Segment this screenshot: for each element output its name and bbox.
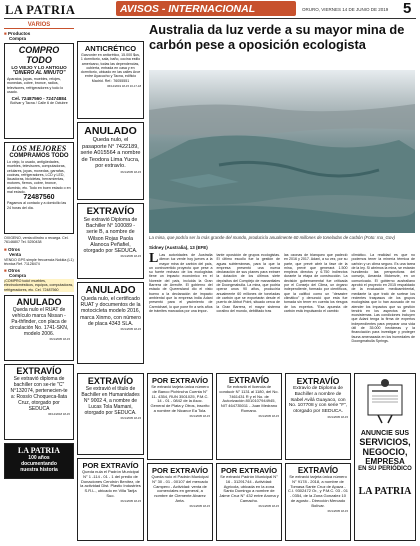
- anulado2-title: ANULADO: [85, 285, 136, 296]
- article-col-3: las ozonas de blanqueo que padeció en 2016 y 2017. Adani, a su vez, por su parte, que prevé abrir la fase de la mina, prevé que generará 1.500 empleos directos y 6.750 indirectos durante la etapa de construcción. La decisión gubernamental fue criticada por el Consejo del Clima, un órgano independiente, formado por científicos, que la calificó como un "desastre climático" y denunció que esta fue tomada sin tener en cuenta los riesgos de los expertos. "Esa apuesta de carbón está impulsando el cambio: [284, 253, 348, 313]
- promo-line3: NEGOCIO,: [362, 447, 408, 457]
- anulado-title: ANULADO: [16, 297, 62, 308]
- bottom-ad-ref: 06/14/605 18-15: [327, 414, 348, 419]
- promo-line1: ANUNCIE SUS: [360, 430, 410, 437]
- header-rule: [4, 18, 416, 19]
- bottom-ad-ref: 06/14/605 18-15: [258, 503, 279, 508]
- bullet-icon: ■: [4, 268, 7, 274]
- category-otros-venta: ■ Otros Venta: [4, 246, 22, 257]
- bottom-ad-6: [147, 463, 213, 541]
- bottom-ad-title: POR EXTRAVÍO: [82, 461, 139, 470]
- newspaper-reader-illustration: [358, 377, 412, 425]
- compramos-phone: 72487560: [23, 194, 55, 202]
- bottom-ad-title: EXTRAVÍO: [87, 376, 134, 386]
- bottom-ad-7: [216, 463, 282, 541]
- bottom-ad-3: [216, 373, 282, 460]
- bottom-ad-5: [77, 458, 144, 541]
- anticretico-ref: 06/14/2019 18-15 16-17-18: [107, 84, 141, 89]
- compro-todo-address: Bolívar y Tacna / Calle 6 de Octubre: [10, 101, 68, 106]
- page-number: 5: [403, 0, 412, 17]
- bottom-ad-1: [77, 373, 144, 455]
- oxigeno-classified: OXIGENO, venta cilindro o recarga. Cel. 76146807 Tel. 5250438: [4, 236, 69, 245]
- anticretico-title: ANTICRÉTICO: [84, 44, 137, 53]
- compro-todo-title: COMPRO TODO: [18, 45, 60, 65]
- bottom-ad-ref: 06/14/605 18-15: [120, 498, 141, 503]
- bottom-ad-body: Queda nula el Padrón Municipal N° 1 -114 - 01 - 1 del predio de Donaciones Cendrón Benítez, de la actividad Dist. Plastic Industries S.R.L., ubicado en Villa Tarija Suo.: [80, 469, 141, 498]
- extravio-body: Se extravió Diploma de Bachiller N° 100089 - serie B, a nombre de Wilson Rojas Paola Alanoca Peñafiel, otorgado por SEDUCA.: [83, 217, 138, 255]
- bottom-ad-ref: 06/14/605 18-15: [189, 503, 210, 508]
- photo-caption: [149, 235, 415, 240]
- compramos-todo-ad: [4, 142, 74, 234]
- compramos-tail: Pagamos al contado y a domicilio las 24 horas del día.: [7, 201, 67, 210]
- article-body: [149, 253, 415, 365]
- vendo-gps-classified: VENDO GPS simple frecuencia Nokkia (L1) técnica Ref. 71128474: [4, 257, 74, 266]
- promo-line3: nuestra historia: [20, 467, 58, 474]
- anticretico-ad: [77, 41, 144, 119]
- promo-brand: LA PATRIA: [358, 486, 412, 497]
- section-title: AVISOS - INTERNACIONAL: [120, 2, 256, 15]
- compro-todo-body: Aparatos, joyas, muebles, relojes, monedas, cobre, bronce, radios, televisores, refrigeradores y todo lo usado.: [7, 77, 64, 94]
- promo-line2: SERVICIOS,: [359, 437, 411, 447]
- bottom-ad-title: EXTRAVÍO: [296, 376, 340, 386]
- extravio-body: Se extravió diploma de bachiller con se-rie "C" N°132074, pertenecien-te a: Rossío Choqueca-llata Cruz, otorgado por SEDUCA: [10, 376, 68, 413]
- anulado2-body: Queda nulo, el certificado RUAT y documentos de la motocicleta modelo 2016, marca Xinmo, con número de placa 4343 SLA.: [80, 296, 141, 327]
- article-col-2: tante oposición de grupos ecologistas. El último escollo fue la gestión de aguas subterráneas, para la que la empresa presentó una nueva declaración de sus planes para extraer la dotación de los últimos siete depósitos del Complejo de manantiales de Doongmabulla. La mina, que podría operar unos 90 años, produciría anualmente 60 millones de toneladas de carbón que se exportarán desde el puerto de Abbot Point, situado cerca de la Gran Barrera, el mayor sistema coralino del mundo, debilitado tras: [216, 253, 280, 313]
- bottom-ads-grid: [77, 373, 416, 541]
- bottom-ad-ref: 06/14/605 18-15: [189, 413, 210, 418]
- masthead: LA PATRIA: [5, 3, 76, 17]
- dateline: ORURO, VIERNES 14 DE JUNIO DE 2019: [302, 7, 389, 12]
- article-photo: [149, 70, 415, 233]
- anulado-body: Queda nulo, el pasaporte N° 7422189, serie A015564 a nombre de Teodora Lima Yucra, por extravío.: [80, 137, 141, 170]
- compro-todo-ad: [4, 43, 74, 139]
- compro-todo-phone: Cel. 72487560 - 72474884: [11, 96, 67, 102]
- anulado-ad-mid: [77, 122, 144, 200]
- anulado-ad-left: [4, 295, 74, 361]
- bottom-ad-2: [147, 373, 213, 460]
- caption-credit: (Foto: rna_Gov): [364, 235, 396, 240]
- bottom-ad-body: Se extravió tarjeta única número N° 9178 - 2018, a nombre de Tomasa Sante Cruz de Apaza - C.I. 9302472 Or., y P.M.C. 03 - 01 - 0354, de la Zona Gonzalez 10 de agosto - Dirección Mercado Bolívar.: [288, 474, 348, 508]
- article-dateline: Sidney (Australia), 13 (EFE): [149, 245, 208, 250]
- anticretico-body: Garzonier en anticrético, 15.000 $us, 1 dormitorio, sala, baño, cocina estilo americano, todas las dependencias, cubierta, entrada en casa y en dormitorio, ubicado en las calles Arce entre Ayacucho y Tacna, edificio Madrid. Ref.: 76055551: [80, 53, 141, 83]
- extravio-ref: 06/14/2018 18-15: [48, 412, 70, 417]
- caption-text: La mina, que podría ser la más grande del mundo, produciría anualmente 60 millones de toneladas de carbón: [149, 235, 363, 240]
- drop-cap: L: [149, 253, 159, 266]
- promo-line2: documentando: [21, 461, 57, 468]
- bottom-ad-8: [285, 463, 351, 541]
- bottom-ad-4: [285, 373, 351, 460]
- promo-title: LA PATRIA: [17, 446, 61, 456]
- coal-mine-aerial-image: [149, 70, 415, 233]
- bottom-ad-title: EXTRAVÍO: [297, 466, 339, 475]
- section-banner: [116, 1, 296, 16]
- bottom-ad-title: POR EXTRAVÍO: [151, 376, 209, 385]
- bottom-ad-ref: 06/14/605 18-15: [120, 416, 141, 420]
- bottom-ad-body: Se extravió el licencia de conducir N° 1131 al 1180, del No. 7461431 R y el No. de Autorización 8010107944945, NIT 464735011 - Juan Medrano Romano.: [219, 384, 279, 413]
- article-col-1: L Las autoridades de Australia dieron luz verde hoy jueves a la mayor mina de carbón del país, un controvertido proyecto que pese a su fuerte rechazo de los ecologistas tiene un impacto económico en el Noreste del país, incluida la Gran Barrera de Arrecife. El gobierno del estado de Queensland dio el visto bueno a la declaración de impacto ambiental que la empresa india Adani presentó para el yacimiento de Carmichael, lo que pone fin a seis años de trámites marcados por una impor-: [149, 253, 213, 313]
- bottom-ad-title: POR EXTRAVÍO: [220, 466, 278, 475]
- extravio-ref: 06/14/605 18-15: [120, 254, 141, 259]
- compro-todo-sub: LO VIEJO Y LO ANTIGUO: [11, 65, 67, 70]
- anulado-body: Queda nulo el RUAT de vehículo marca Nissan - Pa-thfinder, con placa de circulación No. 1741-SKN, modelo 2006.: [9, 307, 69, 338]
- bullet-icon: ■: [4, 246, 7, 252]
- bottom-ad-body: Se extravió el título de Bachiller en Humanidades N° 9002 4, a nombre de Lucas Tola Mamani, otorgado por SEDUCA.: [81, 386, 140, 416]
- article-col-4: climático. La realidad es que no podemos tener la minería térmica de carbón y un clima seguro. Es una tarea de la ley. Si abrimos la mina, se estarán hundiendo las perspectivas del consejo, Amanda Mckenzie, en un comunicado. El gobierno australiano aprobó el proyecto en 2015 respaldado de la evaluación medioambiental, mediante la que trató de sortear los recientes traspasos de los grupos ecologistas que lo han acusado de no atender los impactos que su gestión tendrá en los aspectos de los ecosistemas. Las condiciones incluyen que Adani tenga la firma de expertos independientes para preparar una vida útil de 35.000 hectáreas y la financiación para investigar y proteger fauna amenazada en los humedales de Doongmabulla Springs.: [351, 253, 415, 343]
- promo-la-patria: [4, 443, 74, 479]
- bottom-ad-body: Se extravió Padrón Municipal N° 16 - 31291744 - Actividad: Agrícola, ubicada en la zona Santo Domingo a nombre de Jaime Cruz N° 432 entre Aroma y Camacho.: [219, 474, 279, 503]
- bottom-ad-title: POR EXTRAVÍO: [151, 466, 209, 475]
- extravio-ad-left: [4, 364, 74, 440]
- anulado2-ref: 06/14/605 18-15: [120, 327, 141, 332]
- anulado-ref: 06/14/605 18-15: [120, 169, 141, 174]
- bullet-icon: ■: [4, 31, 7, 36]
- anulado-ref: 06/14/605 18-15: [49, 337, 70, 342]
- compro-todo-sub2: "DINERO AL MINUTO": [12, 70, 66, 76]
- compramos-todo: COMPRAMOS TODO: [9, 153, 69, 159]
- mid-column: [77, 41, 144, 371]
- promo-line4: EMPRESA: [365, 457, 405, 466]
- promo-anuncie-box: [354, 373, 416, 541]
- bottom-ad-ref: 06/14/605 18-15: [258, 413, 279, 418]
- category-otros-compra: ■ Otros Compra: [4, 268, 27, 279]
- category-productos: ■ Productos Compra: [4, 31, 31, 41]
- los-mejores: LOS MEJORES: [11, 144, 67, 153]
- bottom-ad-body: Se extravió tarjeta única número de Banco Pichincha Cuenta N° 11- 4354, RUN 3501025, P.M.C. 14 - 01 - 0842 de la Asoc. General de Plata y Otros, inscrito a nombre de Nicanor Ea Tola.: [150, 384, 210, 413]
- promo-line5: EN SU PERIÓDICO: [358, 466, 412, 472]
- compramos-body: Lo viejo, lo usado, antigüedades, muebles, televisores, computadoras, celulares, joyas, monedas, garrafas, cocinas, refrigeradores, LCD y LED, licuadoras, bicicletas, herramientas, motores, fierros, cobre, bronce, aluminio, etc. Todo en buen estado o en mal estado.: [7, 160, 71, 195]
- article-headline: Australia da luz verde a su mayor mina de carbón pese a oposición ecologista: [149, 22, 405, 52]
- anulado2-ad-mid: [77, 282, 144, 364]
- promo-line1: 100 años: [28, 455, 50, 462]
- bottom-ad-ref: 06/14/605 18-15: [327, 508, 348, 513]
- extravio-title: EXTRAVÍO: [16, 366, 62, 377]
- bottom-ad-body: Queda nulo el Padrón Municipal N° 30 - 01 - 00107 del mercado Campero - Actividad: venta de comerciales en general, a nombre de Clemente Alvarez Anta.: [151, 474, 209, 503]
- bottom-ad-title: EXTRAVÍO: [228, 376, 270, 385]
- extravio-ad-mid: [77, 203, 144, 279]
- compro-classified: ¡COMPRO todo! muebles, electrodomésticos, equipos, computadoras, refrigeradores, etc. Cel. 72487560: [4, 279, 74, 292]
- anulado-title: ANULADO: [84, 125, 137, 137]
- varios-label: VARIOS: [4, 22, 74, 29]
- extravio-title: EXTRAVÍO: [86, 206, 135, 217]
- left-column: [4, 22, 74, 542]
- bottom-ad-body: Extravío de Diploma de Bachiller a nombre de Isabel Avilá Guayaco, con No. 107708 y con serie "F", otorgado por SEDUCA.: [288, 386, 348, 415]
